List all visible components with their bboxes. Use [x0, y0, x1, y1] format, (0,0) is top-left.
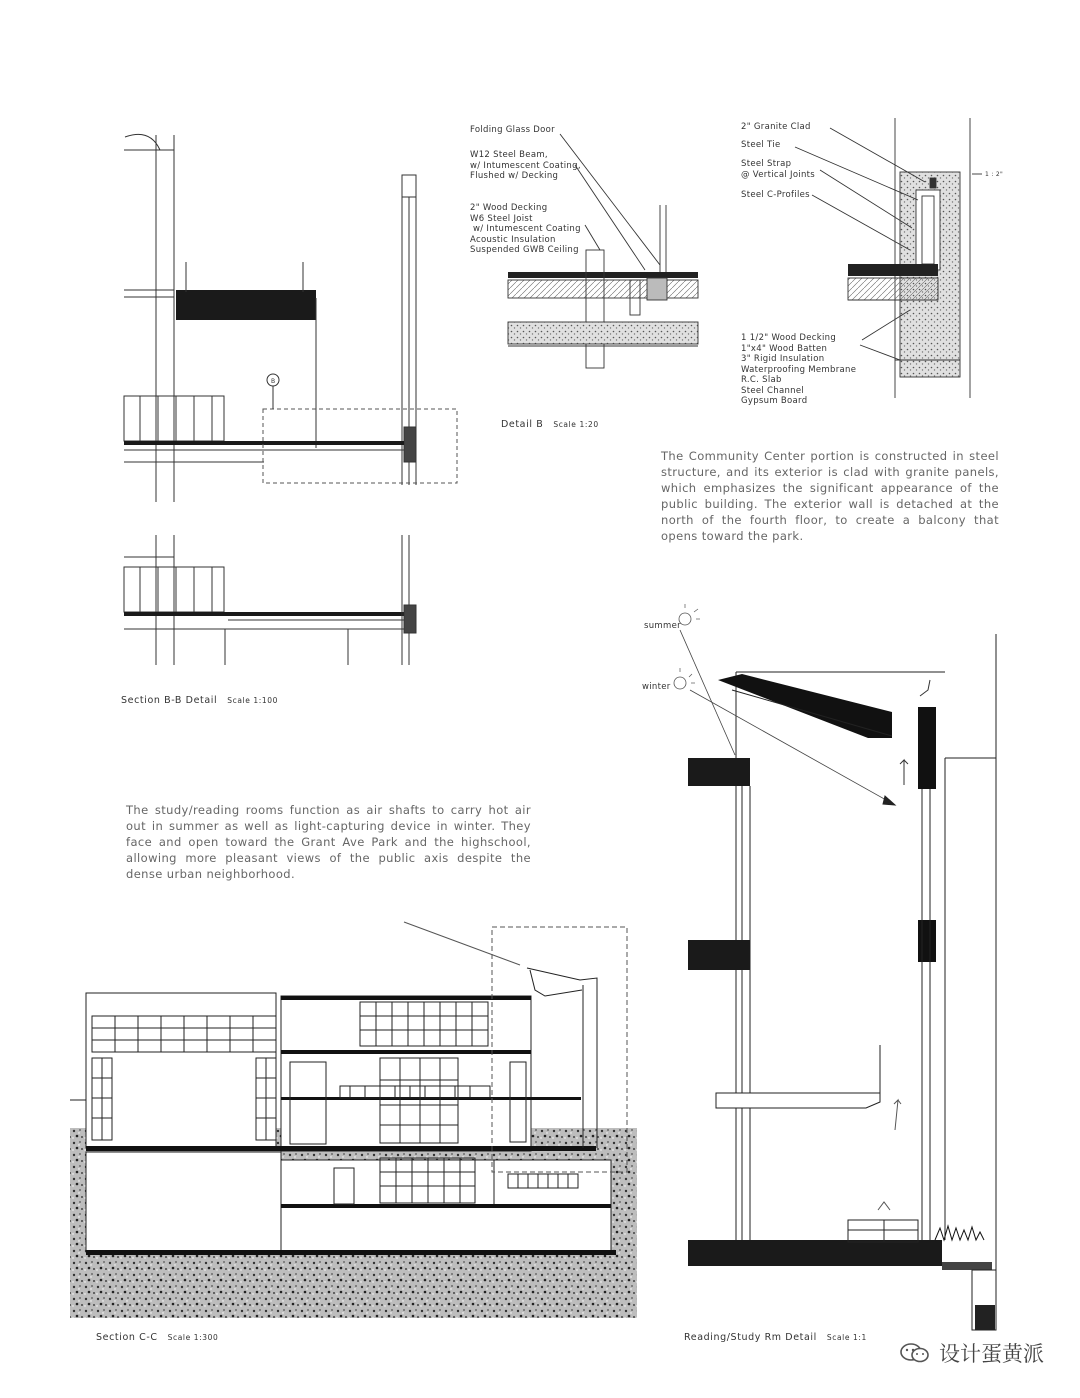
label-wall-layers: 1 1/2" Wood Decking 1"x4" Wood Batten 3" Rigid Insulation Waterproofing Membrane R.C. Slab Steel Channel Gypsum Board — [741, 333, 857, 406]
summer-label: summer — [644, 621, 681, 631]
label-steel-tie: Steel Tie — [741, 140, 781, 150]
detail-b-scale: Scale 1:20 — [553, 420, 599, 429]
reading-detail-drawing — [674, 604, 996, 1330]
watermark — [899, 1338, 1044, 1368]
section-bb-title: Section B-B Detail — [121, 695, 218, 706]
label-steel-strap: Steel Strap @ Vertical Joints — [741, 159, 816, 180]
watermark-text: 设计蛋黄派 — [939, 1342, 1044, 1366]
label-wood-decking: 2" Wood Decking W6 Steel Joist w/ Intumescent Coating Acoustic Insulation Suspended GWB Ceiling — [470, 203, 581, 255]
dimension-label: 1 : 2" — [985, 171, 1004, 178]
section-cc-drawing — [70, 922, 637, 1318]
wechat-icon — [899, 1342, 931, 1364]
study-rooms-text: The study/reading rooms function as air shafts to carry hot air out in summer as well as light-capturing device in winter. They face and open toward the Grant Ave Park and the highschool, allowing more pleasant views of the public axis despite the dense urban neighborhood. — [126, 803, 531, 881]
section-bb-lower — [124, 535, 416, 665]
detail-b-title: Detail B — [501, 419, 544, 430]
community-center-text: The Community Center portion is constructed in steel structure, and its exterior is clad with granite panels, which emphasizes the significant appearance of the public building. The exterior wall is detached at the north of the fourth floor, to create a balcony that opens toward the park. — [661, 449, 999, 543]
section-bb-scale: Scale 1:100 — [227, 696, 279, 705]
label-granite-clad: 2" Granite Clad — [741, 122, 811, 132]
reading-detail-title: Reading/Study Rm Detail — [684, 1332, 817, 1343]
detail-b-caption — [501, 419, 599, 430]
label-steel-c-profiles: Steel C-Profiles — [741, 190, 810, 200]
label-folding-glass-door: Folding Glass Door — [470, 125, 555, 135]
winter-label: winter — [642, 682, 671, 692]
reading-detail-caption — [684, 1332, 867, 1343]
section-cc-caption — [96, 1332, 218, 1343]
section-bb-caption — [121, 695, 278, 706]
section-marker: B — [270, 378, 276, 385]
section-cc-scale: Scale 1:300 — [167, 1333, 219, 1342]
label-steel-beam: W12 Steel Beam, w/ Intumescent Coating, Flushed w/ Decking — [470, 150, 581, 181]
section-bb-drawing — [124, 134, 457, 502]
reading-detail-scale: Scale 1:1 — [826, 1333, 867, 1342]
section-cc-title: Section C-C — [96, 1332, 158, 1343]
